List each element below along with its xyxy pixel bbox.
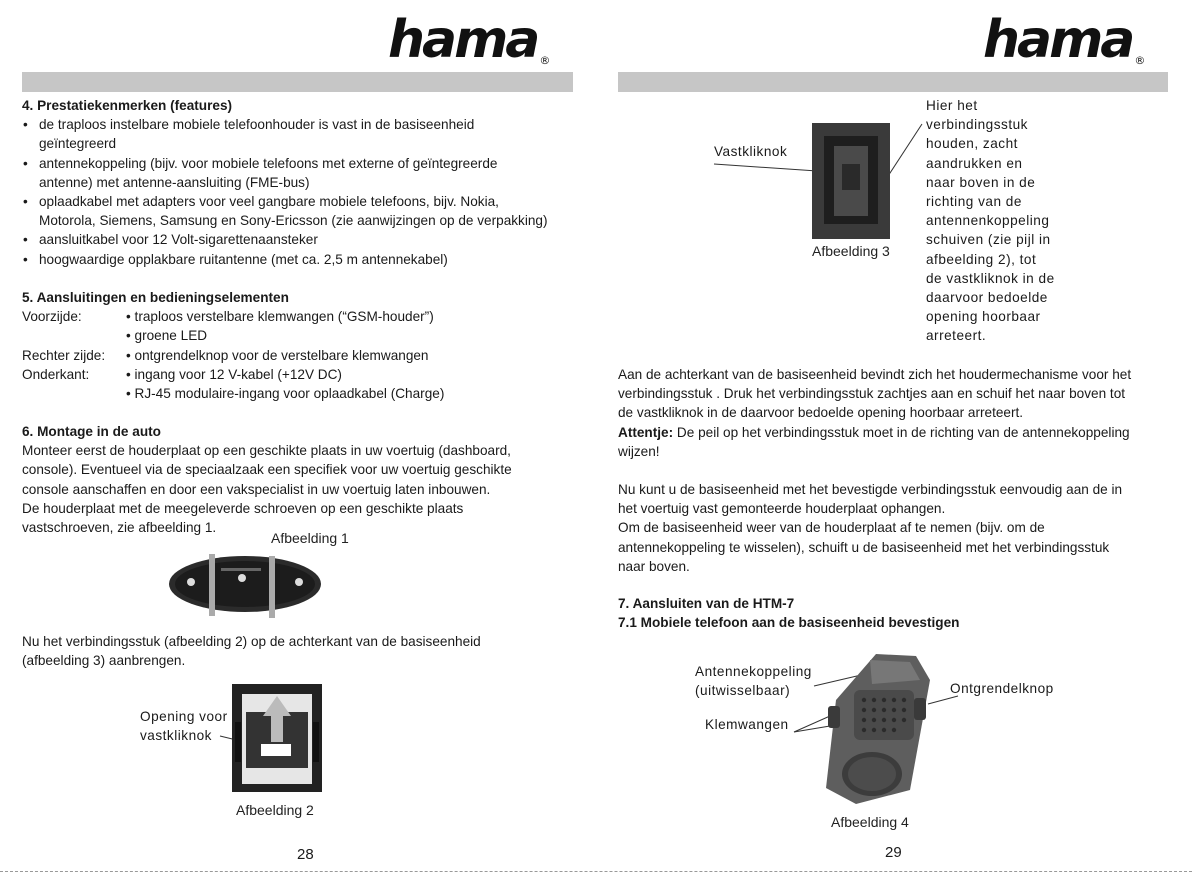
brand-logo-right: hama ® [983,10,1146,70]
paragraph-hanging: Nu kunt u de basiseenheid met het bevestigde verbindingsstuk eenvoudig aan de in het voertuig vast gemonteerde houderplaat ophangen. Om de basiseenheid weer van de houderplaat af te nemen (bijv. om de antennekoppeling te wisselen), schuift u de basiseenheid met het verbindingsstuk naar boven. [618,482,1123,574]
header-bar-left [22,72,573,92]
figure-3-callout: Hier het verbindingsstuk houden, zacht aandrukken en naar boven in de richting van de antennenkoppeling schuiven (zie pijl in afbeelding 2), tot de vastkliknok in de daarvoor bedoelde opening hoorbaar arreteert. [926,98,1055,344]
paragraph-after-figure-1: Nu het verbindingsstuk (afbeelding 2) op de achterkant van de basiseenheid (afbeelding 3) aanbrengen. [22,634,481,669]
figure-3-base-back [712,120,924,240]
figure-1-mounting-plate [165,548,325,620]
section-6-heading: 6. Montage in de auto [22,424,161,439]
section-5-heading: 5. Aansluitingen en bedieningselementen [22,290,289,305]
list-item: • oplaadkabel met adapters voor veel gangbare mobiele telefoons, bijv. Nokia, Motorola, Siemens, Samsung en Sony-Ericsson (zie aanwijzingen op de verpakking) [22,192,548,230]
paragraph-holder-mechanism: Aan de achterkant van de basiseenheid bevindt zich het houdermechanisme voor het verbindingsstuk . Druk het verbindingsstuk zachtjes aan en schuif het naar boven tot de vastkliknok in de daarvoor bedoelde opening hoorbaar arreteert. Attentje: De peil op het verbindingsstuk moet in de richting van de antennekoppeling wijzen! [618,367,1132,459]
section-4-heading: 4. Prestatiekenmerken (features) [22,98,233,113]
connection-row: Voorzijde: • traploos verstelbare klemwangen (“GSM-houder”) [22,309,434,325]
page-number-right: 29 [885,844,902,861]
section-7 [618,594,959,632]
figure-2-connector [215,682,327,794]
figure-4-label-release: Ontgrendelknop [950,681,1054,696]
list-item: • de traploos instelbare mobiele telefoonhouder is vast in de basiseenheid geïntegreerd [22,115,548,153]
section-4 [22,96,548,269]
connection-row: Rechter zijde: • ontgrendelknop voor de verstelbare klemwangen [22,347,429,363]
figure-3-label: Vastkliknok [714,144,788,159]
header-bar-right [618,72,1168,92]
attention-label: Attentje: [618,424,674,440]
section-5 [22,288,444,403]
bottom-edge-line [0,871,1192,872]
connection-row: • groene LED [126,328,208,344]
section-7-1-heading: 7.1 Mobiele telefoon aan de basiseenheid bevestigen [618,615,960,631]
list-item: • antennekoppeling (bijv. voor mobiele telefoons met externe of geïntegreerde antenne) met antenne-aansluiting (FME-bus) [22,154,548,192]
feature-list [22,115,548,269]
list-item: • aansluitkabel voor 12 Volt-sigarettenaansteker [22,230,548,249]
page-number-left: 28 [297,846,314,863]
figure-2-caption: Afbeelding 2 [236,802,314,818]
connection-row: • RJ-45 modulaire-ingang voor oplaadkabel (Charge) [126,386,445,402]
list-item: • hoogwaardige opplakbare ruitantenne (met ca. 2,5 m antennekabel) [22,250,548,269]
figure-2-label: Opening voor vastkliknok [140,709,228,744]
section-7-heading: 7. Aansluiten van de HTM-7 [618,596,795,611]
figure-4-caption: Afbeelding 4 [831,814,909,830]
brand-logo-left: hama ® [388,10,551,70]
figure-4-phone-holder [790,650,960,810]
section-6: 6. Montage in de auto Monteer eerst de houderplaat op een geschikte plaats in uw voertuig (dashboard, console). Eventueel via de speciaalzaak een specifiek voor uw voertuig geschikte console aanschaffen en door een vakspecialist in uw voertuig laten inbouwen. De houderplaat met de meegeleverde schroeven op een geschikte plaats vastschroeven, zie afbeelding 1. [22,424,512,536]
figure-3-caption: Afbeelding 3 [812,243,890,259]
figure-4-label-clamps: Klemwangen [705,717,789,732]
connection-row: Onderkant: • ingang voor 12 V-kabel (+12V DC) [22,366,342,382]
figure-4-label-antenna: Antennekoppeling (uitwisselbaar) [695,664,812,699]
figure-1-caption: Afbeelding 1 [271,530,349,546]
